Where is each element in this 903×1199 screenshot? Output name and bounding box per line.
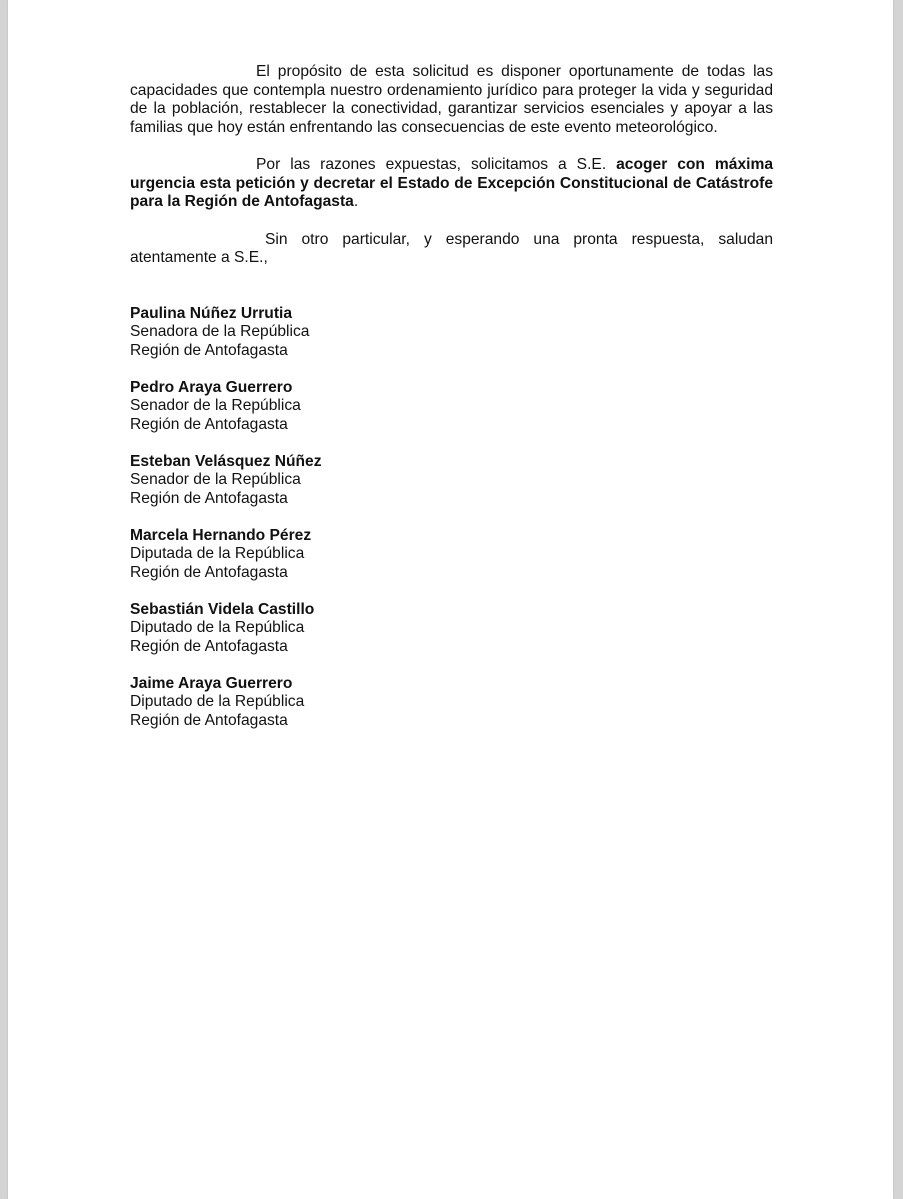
request-emphasis: acoger con máxima urgencia esta petición y decretar el Estado de Excepción Constitucional de Catástrofe para la Región de Antofagasta (130, 156, 773, 210)
signatory-region: Región de Antofagasta (130, 489, 288, 507)
signature-block (130, 527, 773, 583)
signatory-name: Paulina Núñez Urrutia (130, 304, 293, 322)
signatory-region: Región de Antofagasta (130, 341, 288, 359)
signature-block (130, 305, 773, 361)
signatory-role: Diputado de la República (130, 619, 305, 636)
signatory-role: Senador de la República (130, 397, 301, 414)
signatory-role: Senador de la República (130, 471, 301, 488)
signatory-region: Región de Antofagasta (130, 637, 288, 655)
signatory-name: Marcela Hernando Pérez (130, 526, 312, 544)
signature-block (130, 601, 773, 657)
paragraph-purpose: El propósito de esta solicitud es disponer oportunamente de todas las capacidades que contempla nuestro ordenamiento jurídico para proteger la vida y seguridad de la población, restablecer la conectividad, garantizar servicios esenciales y apoyar a las familias que hoy están enfrentando las consecuencias de este evento meteorológico. (130, 63, 773, 136)
signature-list (130, 305, 773, 731)
request-tail: . (353, 193, 359, 210)
letter-body (130, 63, 773, 749)
signatory-role: Senadora de la República (130, 323, 310, 340)
paragraph-closing: Sin otro particular, y esperando una pronta respuesta, saludan atentamente a S.E., (130, 230, 773, 266)
signatory-name: Esteban Velásquez Núñez (130, 452, 322, 470)
signature-block (130, 379, 773, 435)
signatory-region: Región de Antofagasta (130, 415, 288, 433)
signatory-role: Diputado de la República (130, 693, 305, 710)
signatory-name: Jaime Araya Guerrero (130, 674, 293, 692)
signatory-name: Sebastián Videla Castillo (130, 600, 315, 618)
paragraph-request (130, 156, 773, 212)
document-page (8, 0, 893, 1199)
signatory-region: Región de Antofagasta (130, 711, 288, 729)
signatory-region: Región de Antofagasta (130, 563, 288, 581)
signature-block (130, 675, 773, 731)
signatory-name: Pedro Araya Guerrero (130, 378, 293, 396)
signature-block (130, 453, 773, 509)
signatory-role: Diputada de la República (130, 545, 305, 562)
request-lead: Por las razones expuestas, solicitamos a S.E. (256, 156, 617, 173)
